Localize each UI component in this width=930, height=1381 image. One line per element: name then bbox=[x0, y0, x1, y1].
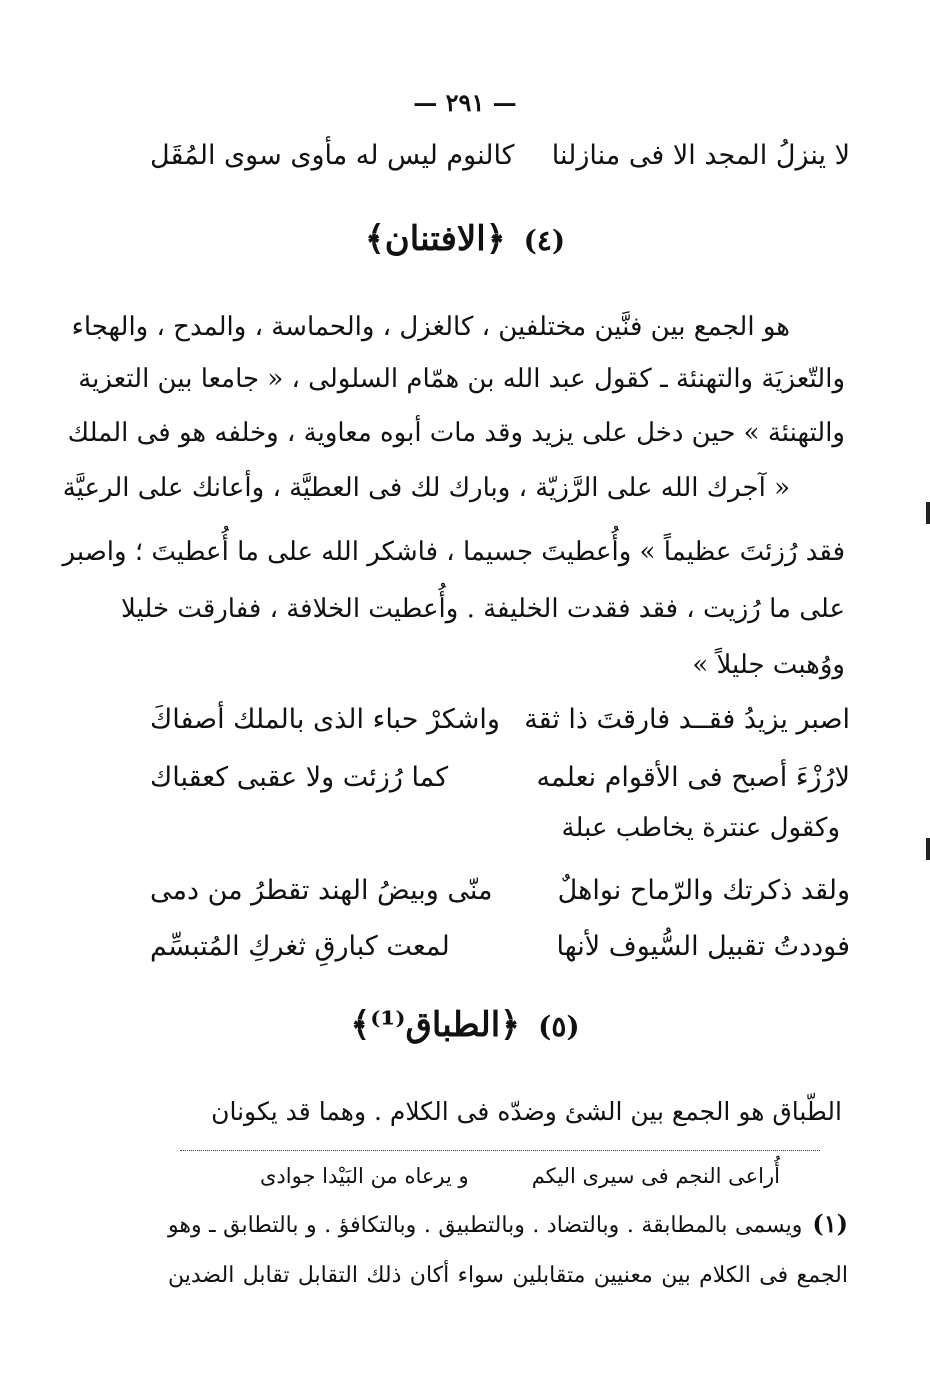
section-4-line-7: ووُهبت جليلاً » bbox=[692, 650, 845, 680]
footnote-marker: (١) bbox=[812, 1209, 848, 1238]
footnote-line-2: الجمع فى الكلام بين معنيين متقابلين سواء أكان ذلك التقابل تقابل الضدين bbox=[168, 1263, 848, 1288]
verse-yazid-2-left: كما رُزئت ولا عقبى كعقباك bbox=[150, 761, 449, 793]
section-5-heading bbox=[0, 1004, 930, 1045]
verse-antara-1-left: منّى وبيضُ الهند تقطرُ من دمى bbox=[150, 874, 493, 906]
section-4-line-1: هو الجمع بين فنَّين مختلفين ، كالغزل ، والحماسة ، والمدح ، والهجاء bbox=[71, 312, 790, 342]
section-4-line-5: فقد رُزئتَ عظيماً » وأُعطيتَ جسيما ، فاشكر الله على ما أُعطيتَ ؛ واصبر bbox=[62, 537, 845, 567]
footnote-line-1 bbox=[168, 1204, 848, 1244]
opening-verse-right: لا ينزلُ المجد الا فى منازلنا bbox=[551, 139, 850, 171]
footnote-verse bbox=[260, 1156, 780, 1196]
footnote-line-1-text: ويسمى بالمطابقة . وبالتضاد . وبالتطبيق . وبالتكافؤ . و بالتطابق ـ وهو bbox=[168, 1213, 803, 1238]
verse-antara-2 bbox=[150, 924, 850, 968]
verse-antara-1-right: ولقد ذكرتك والرّماح نواهلٌ bbox=[557, 874, 850, 906]
verse-yazid-1-left: واشكرْ حباء الذى بالملك أصفاكَ bbox=[150, 703, 500, 735]
verse-antara-1 bbox=[150, 868, 850, 912]
verse-yazid-1 bbox=[150, 697, 850, 741]
page-number: — ٢٩١ — bbox=[413, 88, 517, 117]
section-4-heading bbox=[0, 218, 930, 259]
section-5-title: ﴿الطباق⁽¹⁾﴾ bbox=[350, 1005, 521, 1045]
page-edge-mark bbox=[926, 502, 930, 524]
section-4-line-3: والتهنئة » حين دخل على يزيد وقد مات أبوه معاوية ، وخلفه هو فى الملك bbox=[67, 418, 845, 448]
section-4-title: ﴿الافتنان﴾ bbox=[364, 219, 506, 259]
footnote-verse-left: و يرعاه من البَيْدا جوادى bbox=[260, 1164, 469, 1188]
page-edge-mark bbox=[926, 838, 930, 860]
section-4-line-2: والتّعزيَة والتهنئة ـ كقول عبد الله بن همّام السلولى ، « جامعا بين التعزية bbox=[78, 364, 845, 394]
antara-intro: وكقول عنترة يخاطب عبلة bbox=[561, 813, 840, 843]
verse-yazid-2-right: لارُزْءَ أصبح فى الأقوام نعلمه bbox=[536, 761, 850, 793]
section-4-line-6: على ما رُزيت ، فقد فقدت الخليفة . وأُعطيت الخلافة ، ففارقت خليلا bbox=[120, 594, 845, 624]
verse-antara-2-left: لمعت كبارقِ ثغركِ المُتبسِّم bbox=[150, 930, 450, 962]
section-5-number: (٥) bbox=[538, 1010, 580, 1043]
footnote-divider bbox=[180, 1150, 820, 1151]
opening-verse-left: كالنوم ليس له مأوى سوى المُقَل bbox=[150, 139, 515, 171]
verse-yazid-1-right: اصبر يزيدُ فقــد فارقتَ ذا ثقة bbox=[524, 703, 850, 735]
verse-yazid-2 bbox=[150, 755, 850, 799]
section-4-number: (٤) bbox=[523, 224, 566, 257]
section-5-intro: الطّباق هو الجمع بين الشئ وضدّه فى الكلام . وهما قد يكونان bbox=[211, 1097, 842, 1126]
footnote-verse-right: أُراعى النجم فى سيرى اليكم bbox=[531, 1164, 780, 1188]
opening-verse bbox=[150, 133, 850, 177]
section-4-line-4: « آجرك الله على الرَّزيّة ، وبارك لك فى العطيَّة ، وأعانك على الرعيَّة bbox=[62, 473, 790, 503]
verse-antara-2-right: فوددتُ تقبيل السُّيوف لأنها bbox=[556, 930, 850, 962]
